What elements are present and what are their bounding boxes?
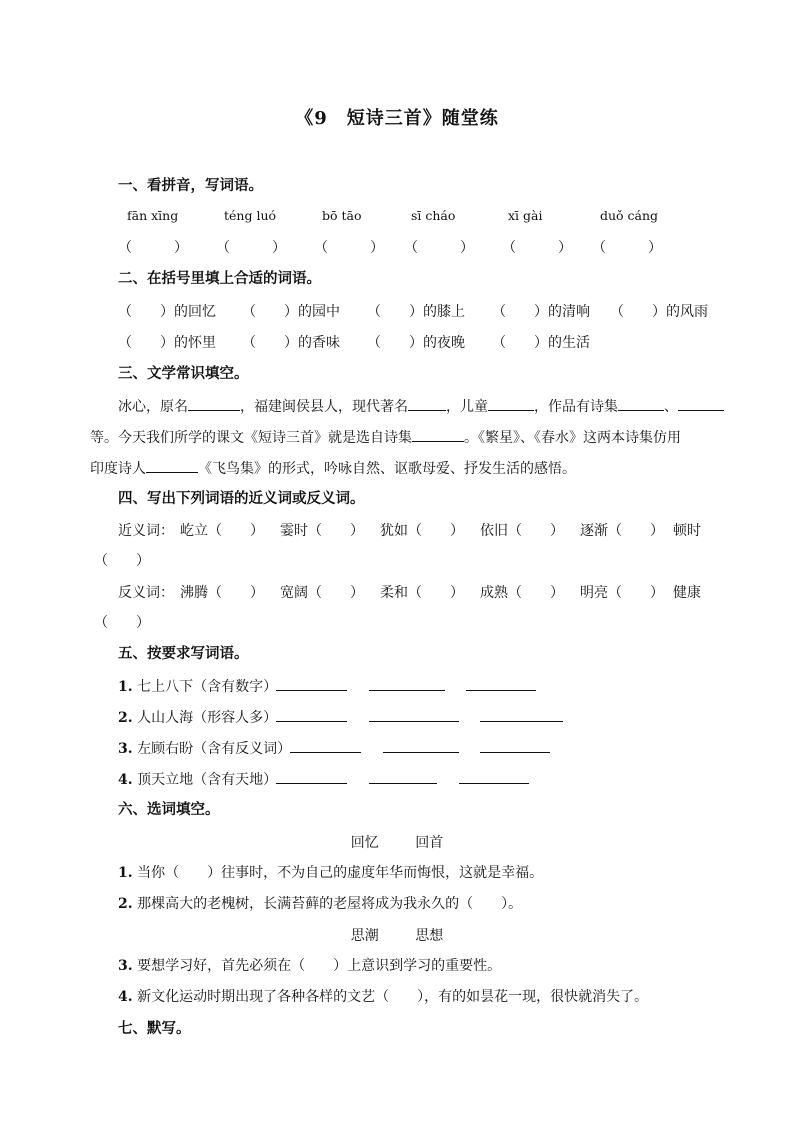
pinyin-item: xī gài [508, 208, 543, 223]
answer-blank[interactable] [480, 707, 563, 722]
pinyin-item: sī cháo [411, 208, 456, 223]
antonym-item: 沸腾（ ） [180, 585, 264, 601]
synonym-item: 屹立（ ） [180, 523, 264, 539]
choice-question-4 [118, 987, 648, 1007]
pinyin-item: bō tāo [322, 208, 362, 223]
item-number: 1. [118, 865, 133, 881]
answer-paren-row [0, 237, 794, 257]
item-number: 3. [118, 958, 133, 974]
fill-item: （ ）的香味 [242, 335, 340, 351]
item-number: 3. [118, 741, 133, 757]
text: 冰心，原名 [118, 399, 188, 415]
section-4-heading: 四、写出下列词语的近义词或反义词。 [118, 490, 365, 507]
text: 等。今天我们所学的课文《短诗三首》就是选自诗集 [90, 430, 412, 446]
literature-line-3 [90, 458, 576, 479]
answer-blank[interactable] [408, 396, 446, 411]
answer-blank[interactable] [188, 396, 240, 411]
answer-blank[interactable] [618, 396, 664, 411]
item-text: 要想学习好，首先必须在（ ）上意识到学习的重要性。 [137, 958, 502, 974]
word-choice: 思潮 [350, 928, 379, 944]
antonym-row [0, 582, 794, 602]
fill-item: （ ）的膝上 [367, 304, 465, 320]
text: 《飞鸟集》的形式，吟咏自然、讴歌母爱、抒发生活的感悟。 [198, 461, 576, 477]
section-5-heading: 五、按要求写词语。 [118, 645, 249, 662]
answer-blank[interactable] [369, 707, 459, 722]
pinyin-item: fān xīng [127, 208, 179, 223]
antonym-item: 明亮（ ） [580, 585, 664, 601]
synonym-row [0, 520, 794, 540]
answer-blank[interactable] [276, 676, 347, 691]
antonym-item: 宽阔（ ） [280, 585, 364, 601]
fill-item: （ ）的风雨 [610, 304, 708, 320]
text: 、 [664, 399, 678, 415]
pinyin-item: téng luó [224, 208, 277, 223]
item-text: 七上八下（含有数字） [137, 679, 278, 695]
choice-question-1 [118, 863, 543, 883]
fill-item: （ ）的夜晚 [367, 335, 465, 351]
answer-blank[interactable] [369, 676, 445, 691]
answer-blank[interactable]: （ ） [404, 240, 474, 256]
word-task-4 [0, 769, 794, 789]
text: ，儿童 [446, 399, 488, 415]
section-2-heading: 二、在括号里填上合适的词语。 [118, 270, 321, 287]
synonym-item: 霎时（ ） [280, 523, 364, 539]
choice-question-3 [118, 956, 501, 976]
choice-question-2 [118, 894, 522, 914]
fill-item: （ ）的清响 [492, 304, 590, 320]
answer-blank[interactable] [488, 396, 534, 411]
synonym-item: 犹如（ ） [380, 523, 464, 539]
item-number: 2. [118, 710, 133, 726]
item-text: 新文化运动时期出现了各种各样的文艺（ ），有的如昙花一现，很快就消失了。 [137, 989, 649, 1005]
word-choice: 思想 [415, 928, 444, 944]
answer-blank[interactable] [369, 769, 437, 784]
item-text: 当你（ ）往事时，不为自己的虚度年华而悔恨，这就是幸福。 [137, 865, 544, 881]
antonym-item: 柔和（ ） [380, 585, 464, 601]
fill-row-2 [0, 332, 794, 352]
text: 印度诗人 [90, 461, 146, 477]
item-number: 4. [118, 989, 133, 1005]
answer-blank[interactable] [146, 458, 198, 473]
item-text: 左顾右盼（含有反义词） [137, 741, 292, 757]
word-choice: 回忆 [350, 835, 379, 851]
answer-blank[interactable] [459, 769, 529, 784]
item-number: 2. [118, 896, 133, 912]
synonym-label: 近义词： [118, 523, 174, 539]
page-title: 《9 短诗三首》随堂练 [295, 108, 499, 129]
synonym-item: 依旧（ ） [480, 523, 564, 539]
item-text: 顶天立地（含有天地） [137, 772, 278, 788]
fill-item: （ ）的生活 [492, 335, 590, 351]
answer-blank[interactable] [290, 738, 361, 753]
antonym-label: 反义词： [118, 585, 174, 601]
word-task-2 [0, 707, 794, 727]
fill-item: （ ）的回忆 [118, 304, 216, 320]
answer-blank[interactable]: （ ） [502, 240, 572, 256]
word-choice: 回首 [415, 835, 444, 851]
antonym-wrap: （ ） [94, 615, 150, 631]
answer-blank[interactable] [276, 769, 347, 784]
antonym-item: 健康 [673, 585, 701, 601]
word-choices-1 [0, 832, 794, 852]
item-text: 人山人海（形容人多） [137, 710, 278, 726]
item-text: 那棵高大的老槐树，长满苔藓的老屋将成为我永久的（ ）。 [137, 896, 523, 912]
section-3-heading: 三、文学常识填空。 [118, 365, 249, 382]
literature-line-1 [118, 396, 724, 417]
word-task-3 [0, 738, 794, 758]
text: 。《繁星》、《春水》这两本诗集仿用 [464, 430, 681, 446]
section-1-heading: 一、看拼音，写词语。 [118, 177, 263, 194]
fill-item: （ ）的怀里 [118, 335, 216, 351]
item-number: 4. [118, 772, 133, 788]
synonym-item: 逐渐（ ） [580, 523, 664, 539]
synonym-wrap: （ ） [94, 553, 150, 569]
pinyin-row [0, 208, 794, 228]
section-6-heading: 六、选词填空。 [118, 801, 220, 818]
answer-blank[interactable]: （ ） [314, 240, 384, 256]
text: ，作品有诗集 [534, 399, 618, 415]
word-task-1 [0, 676, 794, 696]
answer-blank[interactable]: （ ） [216, 240, 286, 256]
answer-blank[interactable]: （ ） [592, 240, 662, 256]
answer-blank[interactable] [276, 707, 347, 722]
section-7-heading: 七、默写。 [118, 1020, 191, 1037]
answer-blank[interactable] [480, 738, 550, 753]
answer-blank[interactable]: （ ） [118, 240, 188, 256]
fill-row-1 [0, 301, 794, 321]
item-number: 1. [118, 679, 133, 695]
answer-blank[interactable] [412, 427, 464, 442]
literature-line-2 [90, 427, 681, 448]
word-choices-2 [0, 925, 794, 945]
synonym-item: 顿时 [673, 523, 701, 539]
text: ，福建闽侯县人，现代著名 [240, 399, 408, 415]
answer-blank[interactable] [383, 738, 459, 753]
answer-blank[interactable] [678, 396, 724, 411]
antonym-item: 成熟（ ） [480, 585, 564, 601]
answer-blank[interactable] [466, 676, 536, 691]
pinyin-item: duǒ cáng [600, 208, 659, 223]
fill-item: （ ）的园中 [242, 304, 340, 320]
